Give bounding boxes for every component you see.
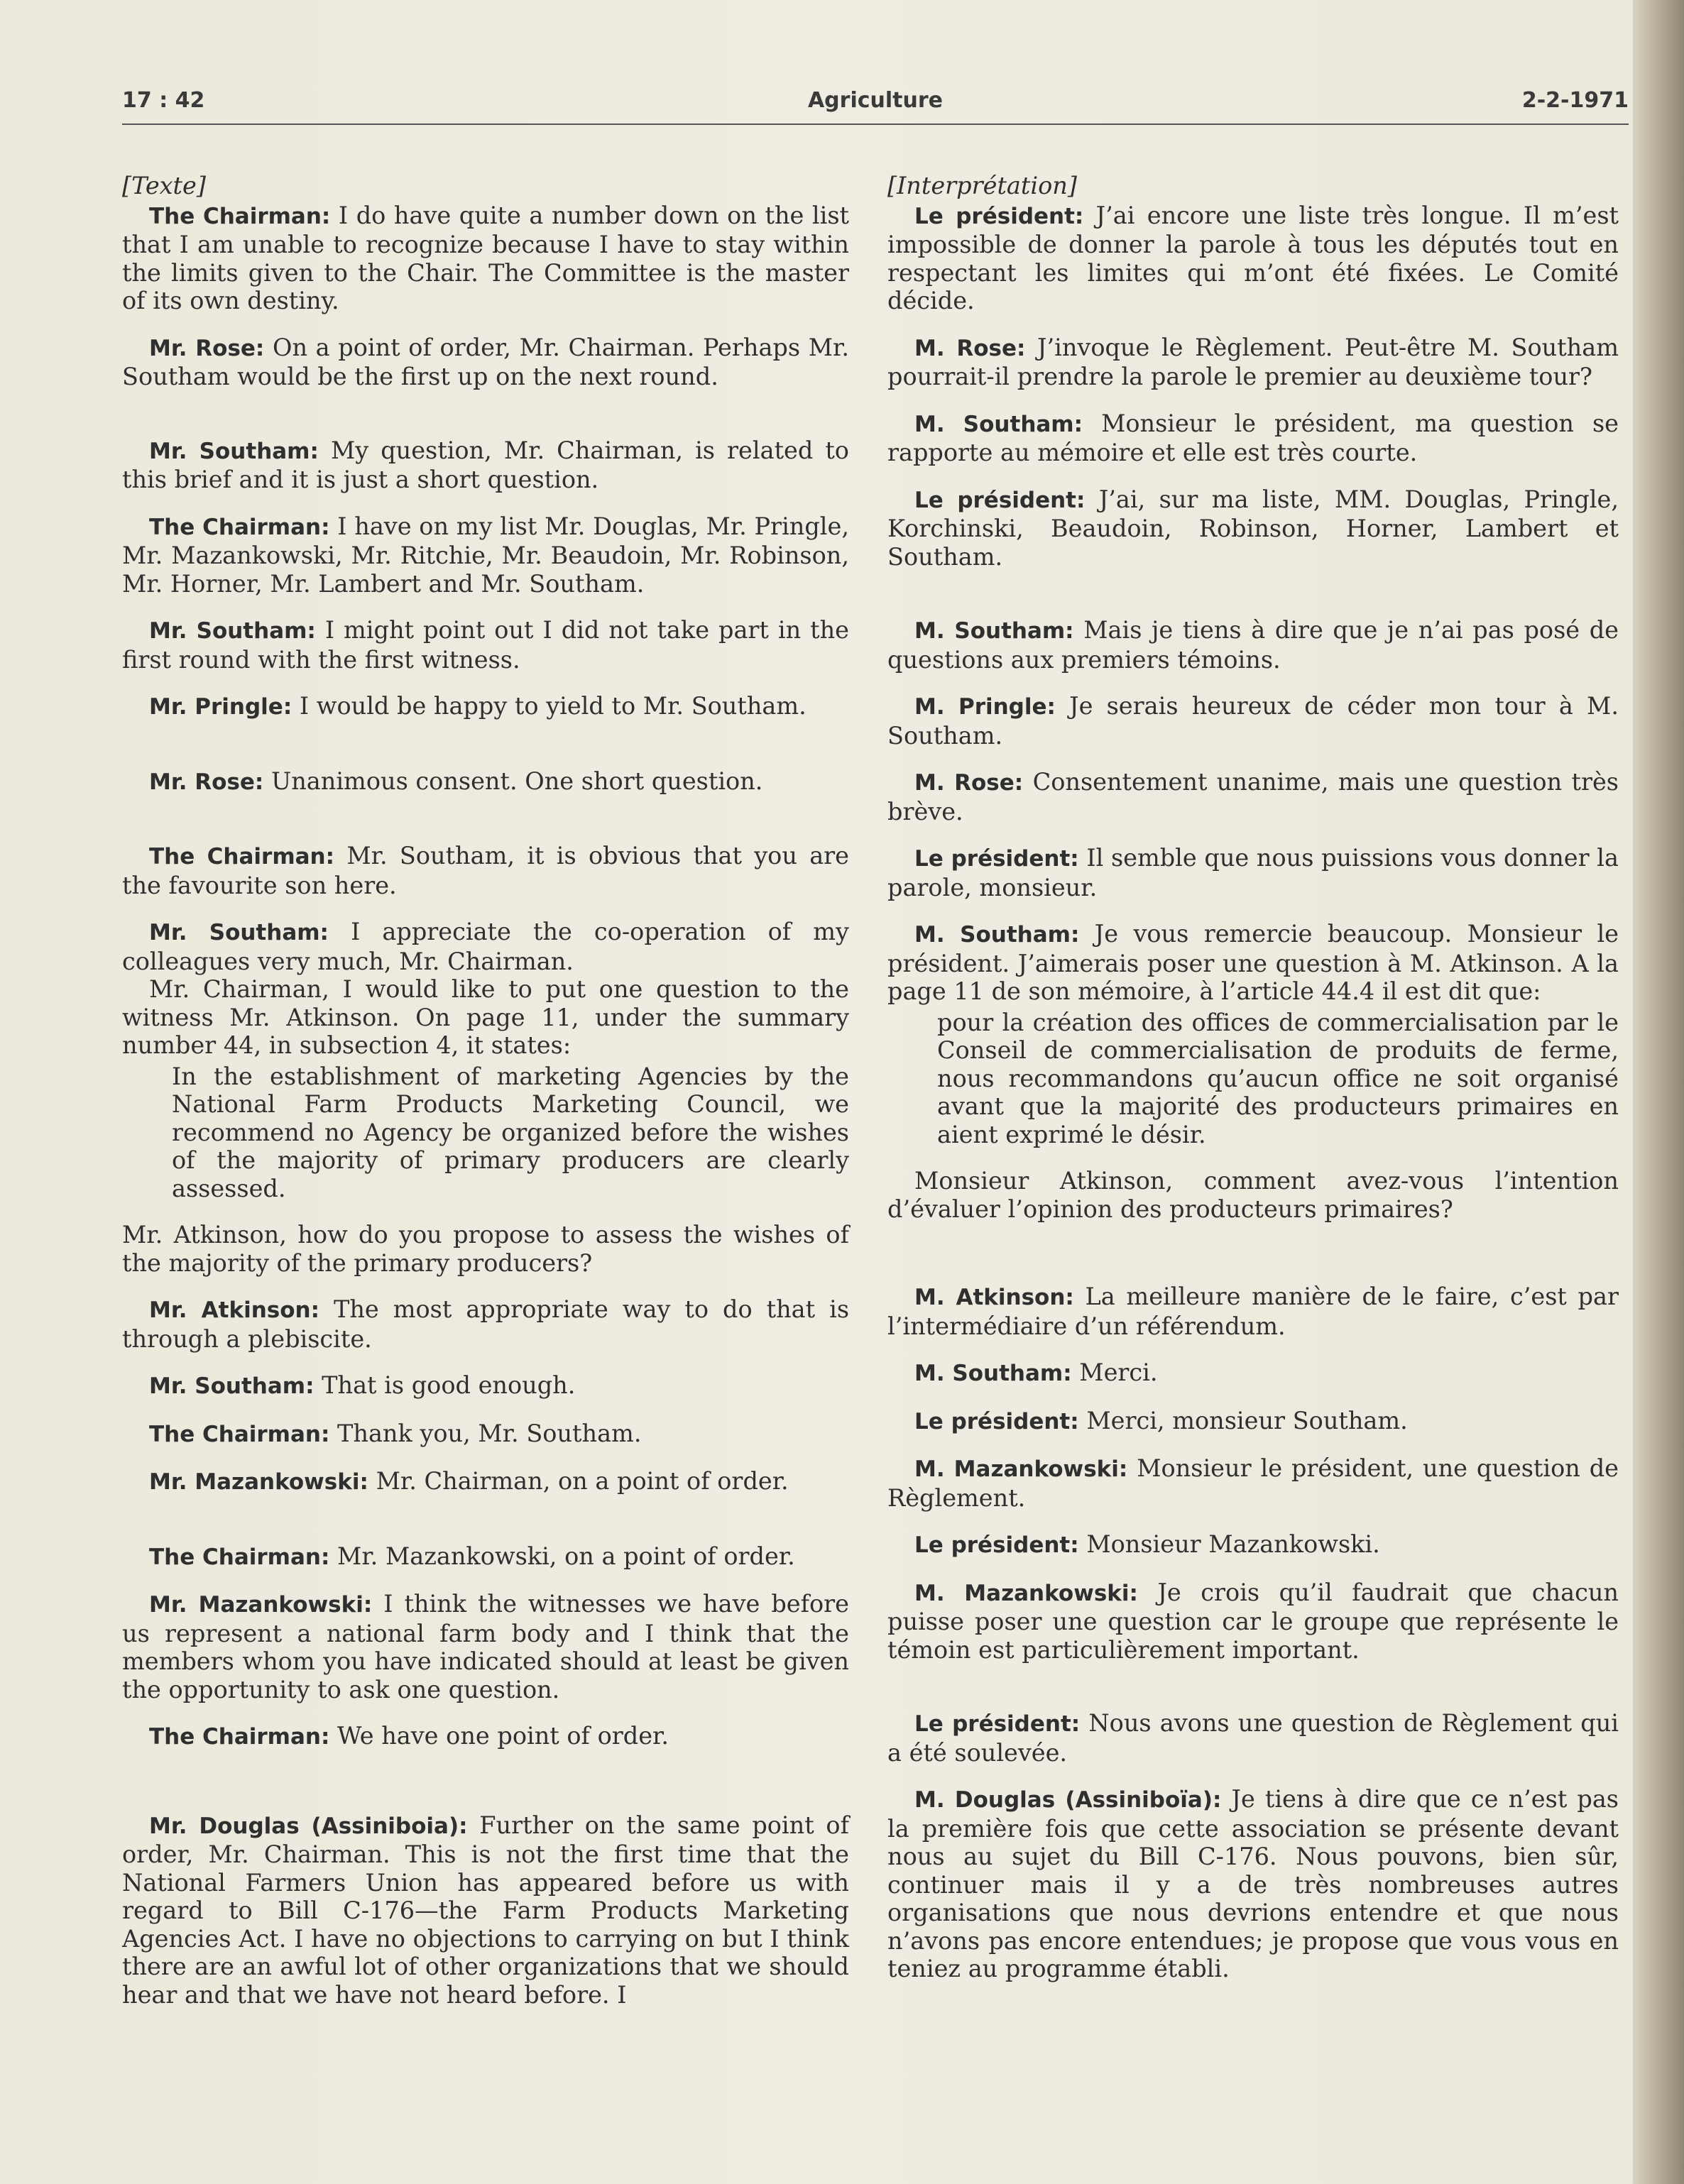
english-column [122,172,849,2027]
speech-turn [122,1371,849,1401]
speech-text: Thank you, Mr. Southam. [337,1419,642,1447]
speech-text: Further on the same point of order, Mr. Chairman. This is not the first time that the National Farmers Union has appeared before us with regard to Bill C-176—the Farm Products Marketing Agencies Act. I have no objections to carrying on but I think there are an awful lot of other organizations that we should hear and that we have not heard before. I [122,1811,849,2009]
speech-turn [122,767,849,797]
speaker: Mr. Southam: [149,920,329,945]
speech-text: J’invoque le Règlement. Peut-être M. Southam pourrait-il prendre la parole le premier au deuxième tour? [887,333,1619,390]
speech-turn [887,1785,1619,1983]
speech-turn [887,410,1619,467]
speech-text: La meilleure manière de le faire, c’est par l’intermédiaire d’un référendum. [887,1283,1619,1340]
speaker: M. Pringle: [914,694,1056,720]
speech-text: Mais je tiens à dire que je n’ai pas posé de questions aux premiers témoins. [887,616,1619,674]
speech-turn [122,692,849,722]
language-tag: [Interprétation] [887,172,1077,199]
speaker: Mr. Southam: [149,618,316,644]
speech-text: Monsieur le président, ma question se rapporte au mémoire et elle est très courte. [887,409,1619,466]
speech-turn [122,1722,849,1752]
speech-text: I appreciate the co-operation of my colleagues very much, Mr. Chairman. [122,918,849,975]
speech-continuation [122,975,849,1060]
speech-turn [887,1579,1619,1664]
speaker: M. Atkinson: [914,1285,1074,1310]
speaker: M. Rose: [914,770,1024,796]
speech-text: Mr. Mazankowski, on a point of order. [337,1542,795,1570]
speaker: The Chairman: [149,1724,330,1750]
quoted-passage: In the establishment of marketing Agencies by the National Farm Products Marketing Council, we recommend no Agency be organized before the wishes of the majority of primary producers are clearly assessed. [172,1062,849,1202]
speech-turn [887,334,1619,391]
speaker: The Chairman: [149,203,331,229]
speech-turn [887,1283,1619,1340]
speech-text: Mr. Chairman, on a point of order. [376,1467,789,1495]
speech-text: Mr. Chairman, I would like to put one question to the witness Mr. Atkinson. On page 11, under the summary number 44, in subsection 4, it states: [122,975,849,1059]
speech-turn [887,920,1619,1006]
speech-text: J’ai, sur ma liste, MM. Douglas, Pringle, Korchinski, Beaudoin, Robinson, Horner, Lambert et Southam. [887,485,1619,571]
speech-text: The most appropriate way to do that is through a plebiscite. [122,1295,850,1353]
speech-text: Je crois qu’il faudrait que chacun puisse poser une question car le groupe que représente le témoin est particulièrement important. [887,1578,1619,1664]
speech-text: Je vous remercie beaucoup. Monsieur le président. J’aimerais poser une question à M. Atkinson. A la page 11 de son mémoire, à l’article 44.4 il est dit que: [887,920,1619,1005]
speaker: M. Southam: [914,411,1083,437]
header-rule [122,124,1629,125]
speaker: The Chairman: [149,844,335,869]
speech-text: Je tiens à dire que ce n’est pas la première fois que cette association se présente devant nous au sujet du Bill C-176. Nous pouvons, bien sûr, continuer mais il y a de très nombreuses autres organisations que nous devrions entendre et que nous n’avons pas encore entendues; je propose que vous vous en teniez au programme établi. [887,1785,1619,1982]
speaker: Mr. Southam: [149,438,319,464]
speech-text: Nous avons une question de Règlement qui a été soulevée. [887,1709,1619,1767]
speech-turn [887,1407,1619,1437]
speech-turn [887,768,1619,825]
speaker: Mr. Mazankowski: [149,1592,373,1618]
speaker: Mr. Douglas (Assiniboia): [149,1813,468,1839]
speech-text: I might point out I did not take part in the first round with the first witness. [122,616,849,674]
speech-text: Unanimous consent. One short question. [270,767,763,795]
speech-turn [887,844,1619,901]
speaker: M. Rose: [914,335,1026,361]
speaker: M. Mazankowski: [914,1456,1128,1482]
speech-text: Monsieur le président, une question de Règlement. [887,1454,1619,1512]
speaker: The Chairman: [149,1544,330,1570]
speech-continuation [122,1221,849,1277]
speech-turn [122,918,849,975]
speaker: Mr. Mazankowski: [149,1469,368,1495]
speech-text: J’ai encore une liste très longue. Il m’est impossible de donner la parole à tous les députés tout en respectant les limites qui m’ont été fixées. Le Comité décide. [887,201,1619,314]
speech-turn [122,512,849,598]
speaker: Le président: [914,1532,1079,1558]
running-header [122,88,1629,122]
speaker: Le président: [914,846,1079,872]
speaker: Mr. Southam: [149,1373,315,1399]
speech-text: My question, Mr. Chairman, is related to this brief and it is just a short question. [122,436,849,493]
speaker: The Chairman: [149,1421,330,1447]
speech-turn [122,1420,849,1449]
speech-text: I have on my list Mr. Douglas, Mr. Pringle, Mr. Mazankowski, Mr. Ritchie, Mr. Beaudoin, Mr. Robinson, Mr. Horner, Mr. Lambert and Mr. Southam. [122,512,849,598]
speech-text: On a point of order, Mr. Chairman. Perhaps Mr. Southam would be the first up on the next round. [122,333,849,390]
speech-turn [122,202,849,315]
speech-turn [122,616,849,674]
speech-turn [122,842,849,899]
speech-text: I think the witnesses we have before us represent a national farm body and I think that the members whom you have indicated should at least be given the opportunity to ask one question. [122,1590,849,1703]
speech-turn [887,616,1619,674]
speech-turn [122,1542,849,1572]
speech-text: Mr. Atkinson, how do you propose to assess the wishes of the majority of the primary producers? [122,1221,849,1277]
speech-turn [122,1590,849,1703]
speech-text: Monsieur Mazankowski. [1086,1530,1380,1558]
speech-text: I would be happy to yield to Mr. Southam. [299,692,807,720]
speech-text: Je serais heureux de céder mon tour à M. Southam. [887,692,1619,750]
speaker: The Chairman: [149,514,330,540]
speech-continuation [887,1167,1619,1223]
session-date: 2-2-1971 [1521,88,1629,113]
speech-turn [122,1811,849,2009]
speaker: M. Southam: [914,922,1080,948]
speech-text: Consentement unanime, mais une question très brève. [887,768,1619,825]
speaker: Mr. Atkinson: [149,1297,319,1323]
speaker: Le président: [914,203,1084,229]
speaker: Mr. Rose: [149,335,265,361]
speech-text: Merci, monsieur Southam. [1086,1406,1408,1434]
speaker: M. Southam: [914,618,1074,644]
speaker: M. Mazankowski: [914,1580,1138,1606]
quoted-passage: pour la création des offices de commercialisation par le Conseil de commercialisation de produits de ferme, nous recommandons qu’aucun office ne soit organisé avant que la majorité des producteurs primaires en aient exprimé le désir. [937,1008,1619,1148]
speech-text: Mr. Southam, it is obvious that you are the favourite son here. [122,842,850,899]
french-column [887,172,1619,2002]
speaker: Mr. Rose: [149,769,264,795]
speaker: M. Douglas (Assiniboïa): [914,1787,1222,1813]
speech-text: Merci. [1079,1359,1158,1386]
speech-turn [122,1467,849,1497]
publication-title: Agriculture [807,88,944,113]
book-binding-edge [1633,0,1684,2184]
speech-text: We have one point of order. [337,1722,669,1750]
speech-text: That is good enough. [322,1371,576,1399]
speaker: Mr. Pringle: [149,694,292,720]
speech-text: Monsieur Atkinson, comment avez-vous l’intention d’évaluer l’opinion des producteurs primaires? [887,1167,1619,1223]
speech-turn [887,202,1619,315]
page-number: 17 : 42 [122,88,205,113]
language-tag: [Texte] [122,172,206,199]
speech-turn [887,1454,1619,1512]
speech-turn [887,1709,1619,1767]
speech-turn [122,334,849,391]
speaker: M. Southam: [914,1361,1072,1386]
speaker: Le président: [914,1408,1079,1434]
speech-turn [887,1359,1619,1388]
speech-turn [887,692,1619,750]
speech-turn [122,1295,849,1353]
speech-turn [887,485,1619,571]
speaker: Le président: [914,1711,1081,1737]
speech-turn [887,1530,1619,1560]
speech-text: I do have quite a number down on the list that I am unable to recognize because I have to stay within the limits given to the Chair. The Committee is the master of its own destiny. [122,201,850,314]
speech-text: Il semble que nous puissions vous donner la parole, monsieur. [887,844,1619,901]
speech-turn [122,437,849,494]
speaker: Le président: [914,487,1086,513]
